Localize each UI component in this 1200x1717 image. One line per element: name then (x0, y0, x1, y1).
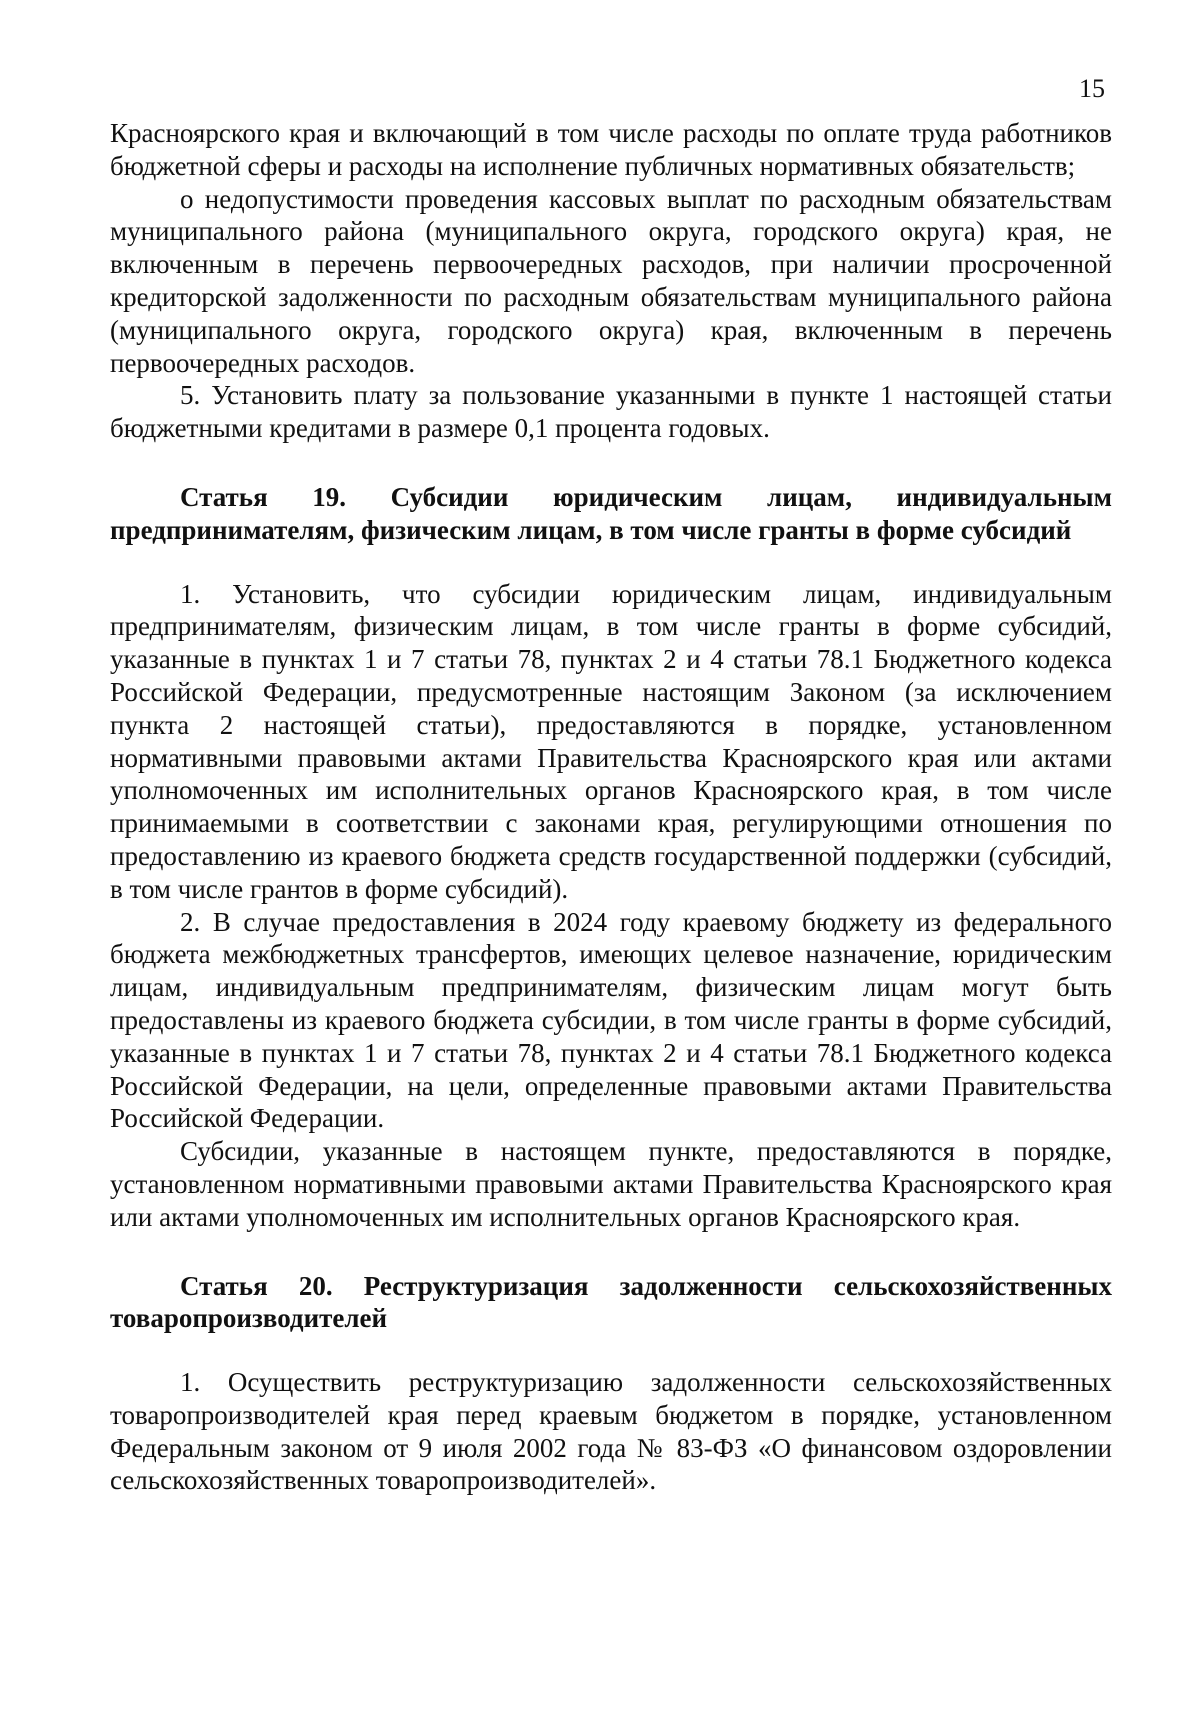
page-number: 15 (1079, 74, 1105, 103)
paragraph-prohibition: о недопустимости проведения кассовых выплат по расходным обязательствам муниципального района (муниципального округа, городского округа) края, не включенным в перечень первоочередных расходов, при наличии просроченной кредиторской задолженности по расходным обязательствам муниципального района (муниципального округа, городского округа) края, включенным в перечень первоочередных расходов. (110, 183, 1112, 378)
article-20-item-1: 1. Осуществить реструктуризацию задолженности сельскохозяйственных товаропроизводителей края перед краевым бюджетом в порядке, установленном Федеральным законом от 9 июля 2002 года № 83-ФЗ «О финансовом оздоровлении сельскохозяйственных товаропроизводителей». (110, 1367, 1112, 1496)
document-body (110, 117, 1112, 1497)
article-19-item-2: 2. В случае предоставления в 2024 году краевому бюджету из федерального бюджета межбюджетных трансфертов, имеющих целевое назначение, юридическим лицам, индивидуальным предпринимателям, физическим лицам могут быть предоставлены из краевого бюджета субсидии, в том числе гранты в форме субсидий, указанные в пунктах 1 и 7 статьи 78, пунктах 2 и 4 статьи 78.1 Бюджетного кодекса Российской Федерации, на цели, определенные правовыми актами Правительства Российской Федерации. (110, 906, 1112, 1134)
article-19-item-1: 1. Установить, что субсидии юридическим лицам, индивидуальным предпринимателям, физическим лицам, в том числе гранты в форме субсидий, указанные в пунктах 1 и 7 статьи 78, пунктах 2 и 4 статьи 78.1 Бюджетного кодекса Российской Федерации, предусмотренные настоящим Законом (за исключением пункта 2 настоящей статьи), предоставляются в порядке, установленном нормативными правовыми актами Правительства Красноярского края или актами уполномоченных им исполнительных органов Красноярского края, в том числе принимаемыми в соответствии с законами края, регулирующими отношения по предоставлению из краевого бюджета средств государственной поддержки (субсидий, в том числе грантов в форме субсидий). (110, 578, 1112, 904)
article-20-heading: Статья 20. Реструктуризация задолженности сельскохозяйственных товаропроизводителей (110, 1270, 1112, 1334)
article-19-heading: Статья 19. Субсидии юридическим лицам, индивидуальным предпринимателям, физическим лицам, в том числе гранты в форме субсидий (110, 481, 1112, 545)
paragraph-item-5: 5. Установить плату за пользование указанными в пункте 1 настоящей статьи бюджетными кредитами в размере 0,1 процента годовых. (110, 380, 1112, 444)
article-19-subsidies-paragraph: Субсидии, указанные в настоящем пункте, предоставляются в порядке, установленном нормативными правовыми актами Правительства Красноярского края или актами уполномоченных им исполнительных органов Красноярского края. (110, 1136, 1112, 1232)
paragraph-continuation: Красноярского края и включающий в том числе расходы по оплате труда работников бюджетной сферы и расходы на исполнение публичных нормативных обязательств; (110, 118, 1112, 181)
